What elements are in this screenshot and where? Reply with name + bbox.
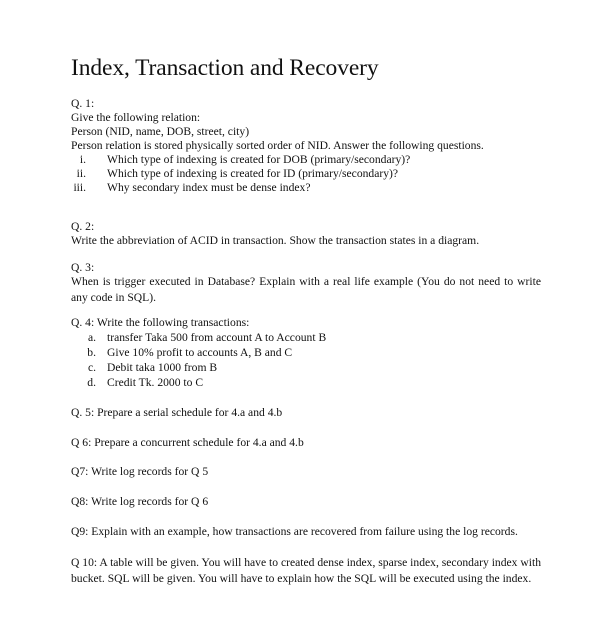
q4-heading: Q. 4: Write the following transactions: <box>71 316 250 329</box>
q9-text: Q9: Explain with an example, how transactions are recovered from failure using the log records. <box>71 525 518 538</box>
q1-item-text: Which type of indexing is created for ID (primary/secondary)? <box>107 167 399 180</box>
document-title: Index, Transaction and Recovery <box>71 55 379 81</box>
q1-line-3: Person relation is stored physically sorted order of NID. Answer the following questions. <box>71 139 484 152</box>
q10-text: Q 10: A table will be given. You will have to created dense index, sparse index, secondary index with bucket. SQL will be given. You will have to explain how the SQL will be executed using the index. <box>71 556 541 585</box>
q1-line-2: Person (NID, name, DOB, street, city) <box>71 125 250 138</box>
q8-text: Q8: Write log records for Q 6 <box>71 495 209 508</box>
q1-item-text: Which type of indexing is created for DOB (primary/secondary)? <box>107 153 411 166</box>
q4-item-text: Give 10% profit to accounts A, B and C <box>107 346 293 359</box>
q1-label: Q. 1: <box>71 97 95 110</box>
q4-item-text: Debit taka 1000 from B <box>107 361 218 374</box>
q4-item-letter: b. <box>87 346 96 359</box>
q1-item-text: Why secondary index must be dense index? <box>107 181 311 194</box>
q7-text: Q7: Write log records for Q 5 <box>71 465 209 478</box>
q1-item-number: iii. <box>73 181 86 194</box>
q4-item-letter: d. <box>87 376 96 389</box>
q1-item-number: i. <box>79 153 86 166</box>
q1-item-number: ii. <box>76 167 86 180</box>
q4-item-text: Credit Tk. 2000 to C <box>107 376 204 389</box>
q4-item-letter: a. <box>87 331 96 344</box>
q3-text: When is trigger executed in Database? Explain with a real life example (You do not need to write any code in SQL). <box>71 275 541 304</box>
q5-text: Q. 5: Prepare a serial schedule for 4.a and 4.b <box>71 406 283 419</box>
q4-item-text: transfer Taka 500 from account A to Account B <box>107 331 327 344</box>
q3-label: Q. 3: <box>71 261 95 274</box>
q2-text: Write the abbreviation of ACID in transaction. Show the transaction states in a diagram. <box>71 234 480 247</box>
q6-text: Q 6: Prepare a concurrent schedule for 4.a and 4.b <box>71 436 304 449</box>
q2-label: Q. 2: <box>71 220 95 233</box>
q4-item-letter: c. <box>87 361 96 374</box>
q1-line-1: Give the following relation: <box>71 111 201 124</box>
